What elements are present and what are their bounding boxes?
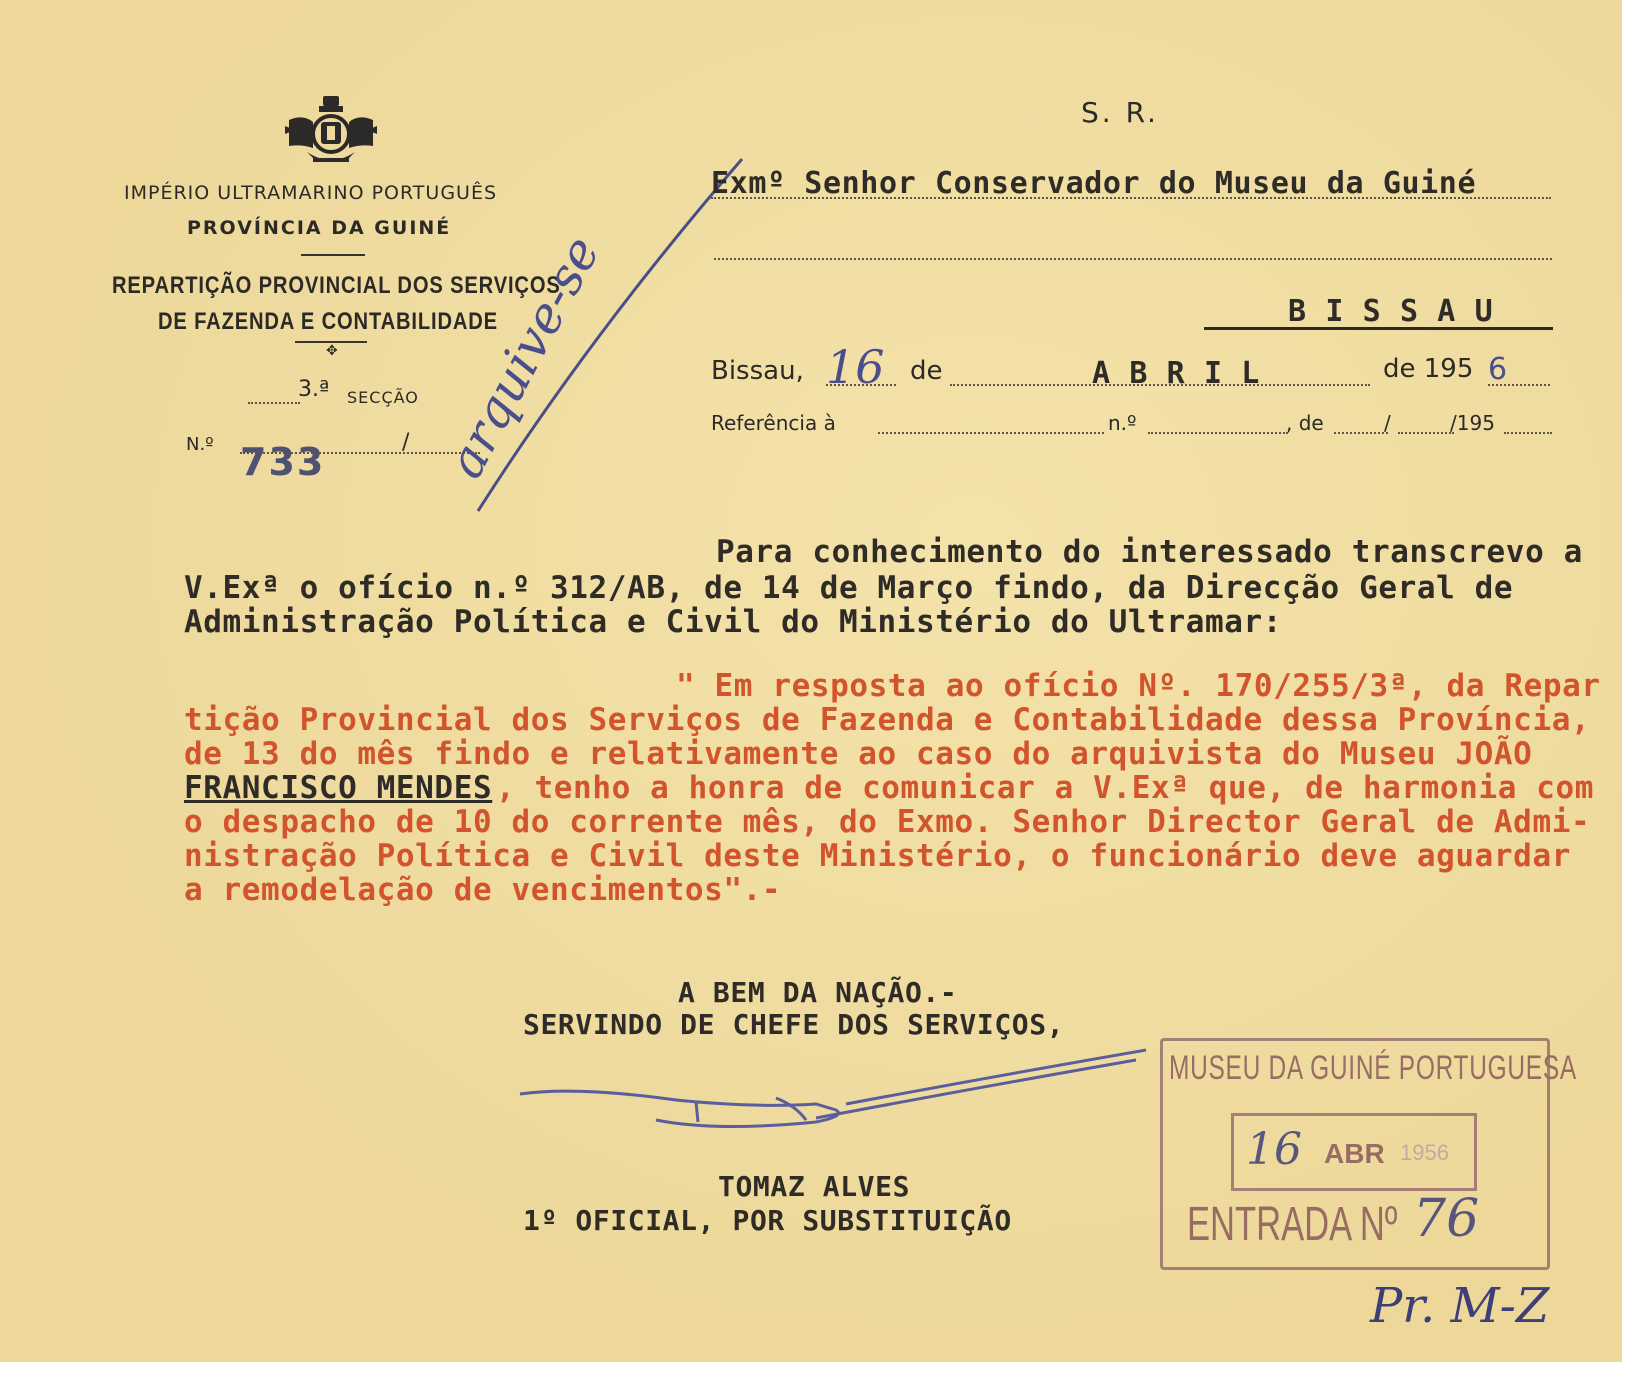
addressee-dots bbox=[711, 197, 1551, 199]
signatory-name: TOMAZ ALVES bbox=[718, 1170, 911, 1203]
divider-line bbox=[301, 254, 365, 256]
quote-line-6: nistração Política e Civil deste Ministério, o funcionário deve aguardar bbox=[184, 838, 1571, 874]
month-dots bbox=[950, 384, 1370, 386]
quote-line-4: , tenho a honra de comunicar a V.Exª que, de harmonia com bbox=[496, 770, 1595, 806]
signature bbox=[516, 1046, 1156, 1136]
handwritten-annotation: arquive-se bbox=[436, 226, 612, 488]
body-intro-line-2: V.Exª o ofício n.º 312/AB, de 14 de Março findo, da Direcção Geral de bbox=[184, 570, 1514, 606]
closing-line-1: A BEM DA NAÇÃO.- bbox=[678, 976, 958, 1009]
date-place: Bissau, bbox=[711, 356, 804, 386]
city-name: B I S S A U bbox=[1288, 294, 1494, 329]
date-year-digit: 6 bbox=[1488, 352, 1508, 387]
stamp-date-box bbox=[1231, 1113, 1477, 1191]
stamp-month: ABR bbox=[1324, 1138, 1385, 1169]
document-number: 733 bbox=[240, 440, 326, 484]
handwritten-initials: Pr. M-Z bbox=[1370, 1278, 1550, 1334]
stamp-entry-number: 76 bbox=[1413, 1189, 1480, 1249]
coat-of-arms-emblem bbox=[283, 96, 379, 168]
quote-name-part: FRANCISCO MENDES bbox=[184, 770, 493, 806]
date-de: de bbox=[910, 356, 943, 386]
reference-dots-3 bbox=[1334, 432, 1388, 434]
reference-no: n.º bbox=[1108, 411, 1137, 435]
section-label: SECÇÃO bbox=[347, 388, 419, 407]
quote-line-3: de 13 do mês findo e relativamente ao caso do arquivista do Museu JOÃO bbox=[184, 736, 1533, 772]
province-heading: PROVÍNCIA DA GUINÉ bbox=[187, 217, 452, 239]
closing-line-2: SERVINDO DE CHEFE DOS SERVIÇOS, bbox=[523, 1008, 1065, 1041]
ornament-icon: ✥ bbox=[326, 343, 338, 359]
reference-label: Referência à bbox=[711, 411, 836, 435]
reference-dots-4 bbox=[1398, 432, 1454, 434]
year-dots bbox=[1488, 384, 1550, 386]
reference-year: /195 bbox=[1450, 411, 1495, 435]
body-intro-line-3: Administração Política e Civil do Ministério do Ultramar: bbox=[184, 604, 1283, 640]
addressee-blank-line bbox=[714, 258, 1552, 260]
city-underline bbox=[1204, 327, 1553, 330]
stamp-day: 16 bbox=[1246, 1124, 1302, 1175]
quote-line-5: o despacho de 10 do corrente mês, do Exmo. Senhor Director Geral de Admi- bbox=[184, 804, 1591, 840]
date-de-year: de 195 bbox=[1383, 354, 1474, 384]
quote-line-1: " Em resposta ao ofício Nº. 170/255/3ª, da Repar bbox=[676, 668, 1601, 704]
department-line-1: REPARTIÇÃO PROVINCIAL DOS SERVIÇOS bbox=[112, 272, 561, 299]
reference-dots-1 bbox=[878, 432, 1104, 434]
body-intro-line-1: Para conhecimento do interessado transcrevo a bbox=[716, 534, 1583, 570]
reference-dots-2 bbox=[1148, 432, 1288, 434]
sr-label: S. R. bbox=[1081, 96, 1159, 129]
department-line-2: DE FAZENDA E CONTABILIDADE bbox=[158, 308, 498, 335]
reference-dots-5 bbox=[1504, 432, 1552, 434]
reference-de: , de bbox=[1286, 411, 1324, 435]
stamp-museum-name: MUSEU DA GUINÉ PORTUGUESA bbox=[1169, 1049, 1577, 1087]
empire-heading: IMPÉRIO ULTRAMARINO PORTUGUÊS bbox=[124, 182, 498, 204]
date-month: A B R I L bbox=[1092, 356, 1260, 391]
number-separator: / bbox=[402, 430, 410, 455]
section-number: 3.ª bbox=[298, 377, 330, 402]
signatory-title: 1º OFICIAL, POR SUBSTITUIÇÃO bbox=[523, 1204, 1012, 1237]
entry-stamp bbox=[1160, 1038, 1577, 1270]
addressee-line: Exmº Senhor Conservador do Museu da Guiné bbox=[711, 166, 1477, 201]
stamp-year: 1956 bbox=[1400, 1140, 1449, 1165]
date-day: 16 bbox=[826, 340, 885, 394]
stamp-entry-label: ENTRADA Nº bbox=[1187, 1198, 1398, 1251]
day-dots bbox=[826, 384, 896, 386]
quote-line-7: a remodelação de vencimentos".- bbox=[184, 872, 782, 908]
number-label: N.º bbox=[186, 434, 214, 455]
annotation-stroke bbox=[470, 155, 750, 515]
reference-slash: / bbox=[1384, 411, 1391, 435]
section-dots bbox=[248, 402, 300, 404]
quote-line-2: tição Provincial dos Serviços de Fazenda e Contabilidade dessa Província, bbox=[184, 702, 1591, 738]
